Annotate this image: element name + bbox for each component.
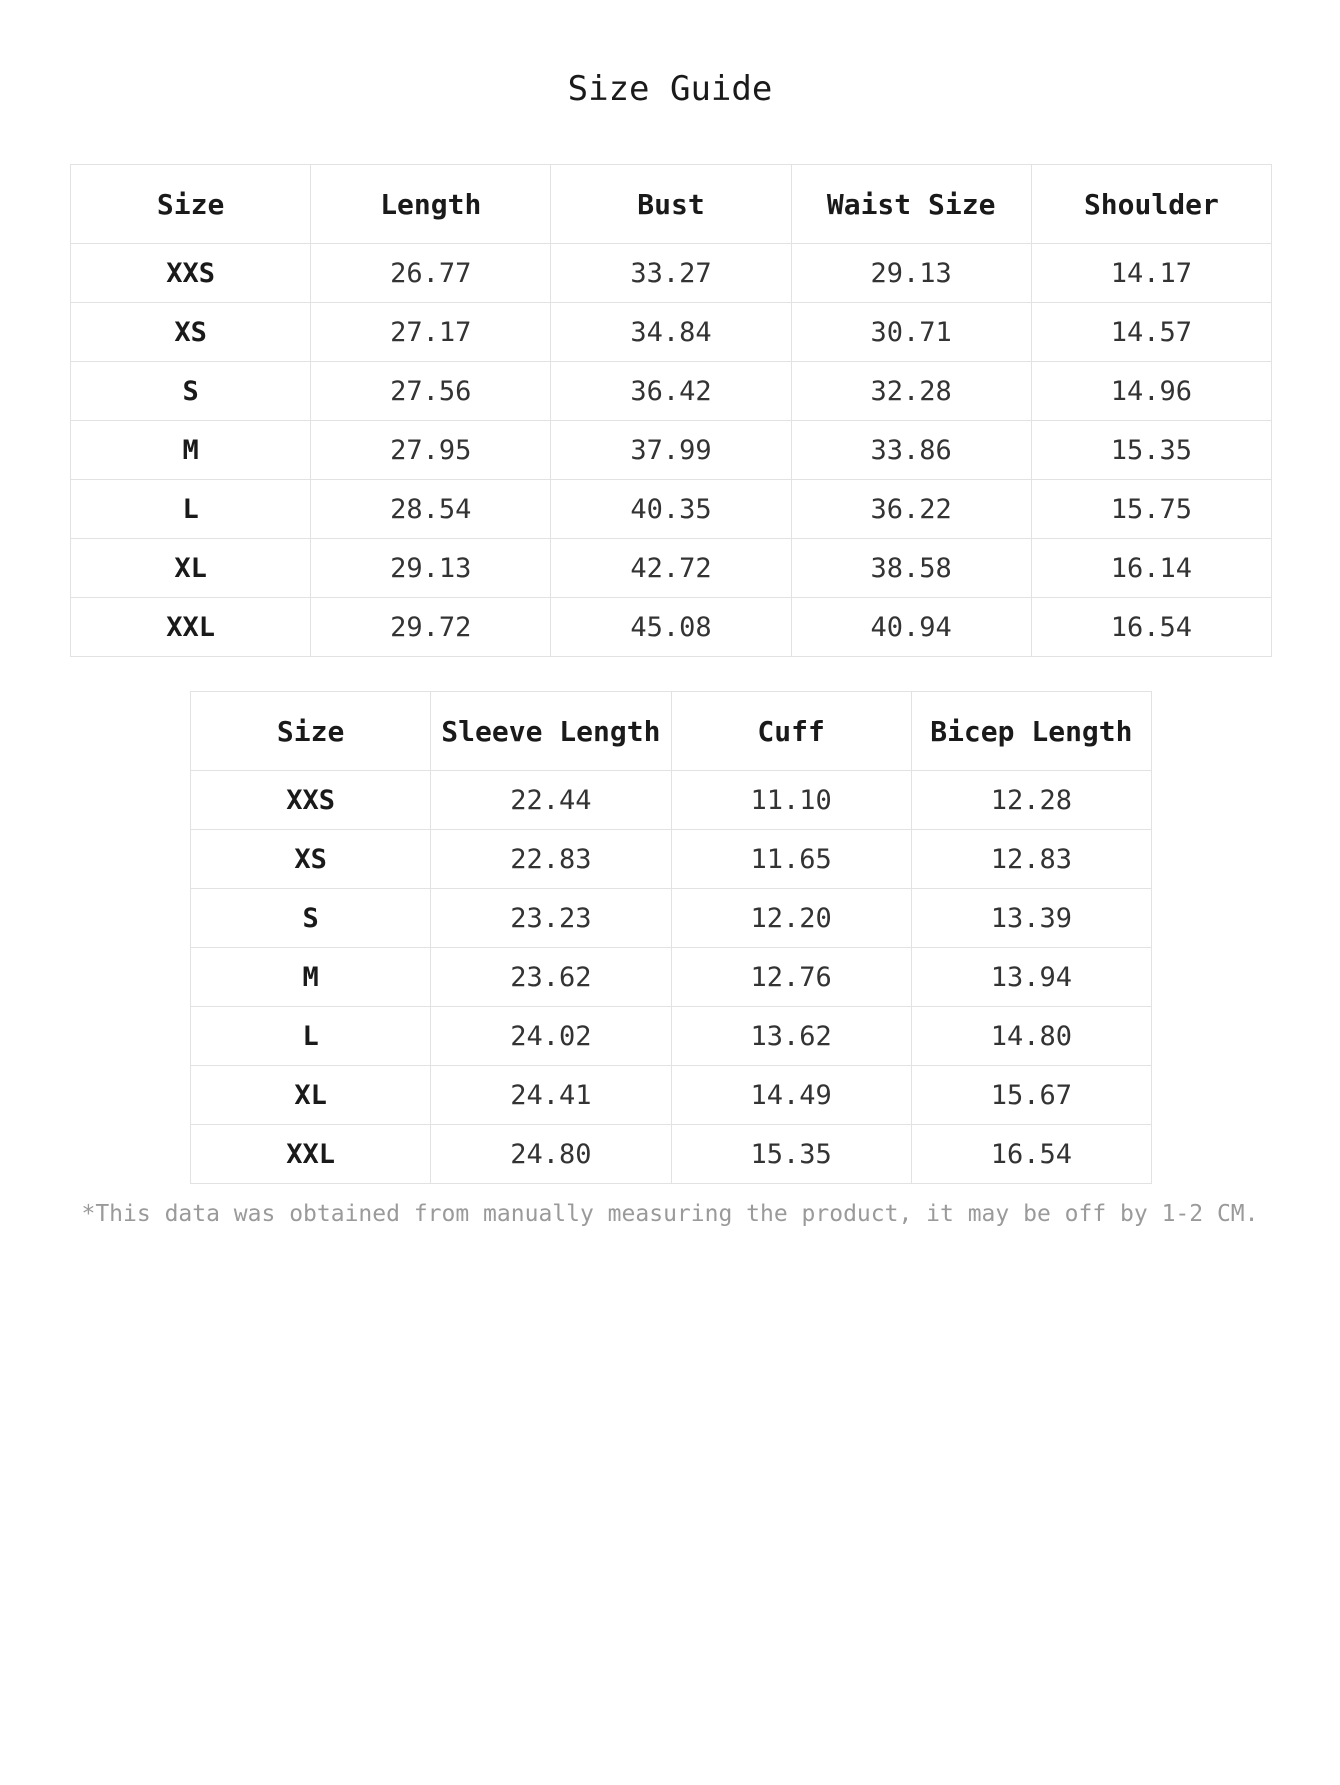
bicep-length-cell: 16.54: [911, 1125, 1151, 1184]
column-header-cuff: Cuff: [671, 692, 911, 771]
table-row: [71, 303, 1272, 362]
column-header-bicep-length: Bicep Length: [911, 692, 1151, 771]
shoulder-cell: 15.35: [1031, 421, 1271, 480]
table-row: [71, 244, 1272, 303]
bust-cell: 36.42: [551, 362, 791, 421]
table-row: [191, 948, 1152, 1007]
cuff-cell: 13.62: [671, 1007, 911, 1066]
table-row: [191, 830, 1152, 889]
size-cell: XS: [71, 303, 311, 362]
size-table-body-measurements: [70, 164, 1272, 657]
bicep-length-cell: 12.83: [911, 830, 1151, 889]
table-header-row: [71, 165, 1272, 244]
size-cell: S: [191, 889, 431, 948]
bicep-length-cell: 13.94: [911, 948, 1151, 1007]
bicep-length-cell: 12.28: [911, 771, 1151, 830]
table-row: [71, 421, 1272, 480]
waist-size-cell: 32.28: [791, 362, 1031, 421]
size-cell: XXL: [191, 1125, 431, 1184]
column-header-shoulder: Shoulder: [1031, 165, 1271, 244]
size-cell: M: [191, 948, 431, 1007]
waist-size-cell: 36.22: [791, 480, 1031, 539]
waist-size-cell: 30.71: [791, 303, 1031, 362]
column-header-waist-size: Waist Size: [791, 165, 1031, 244]
shoulder-cell: 14.96: [1031, 362, 1271, 421]
length-cell: 26.77: [311, 244, 551, 303]
bust-cell: 33.27: [551, 244, 791, 303]
table-row: [191, 1066, 1152, 1125]
table-row: [71, 598, 1272, 657]
table-row: [191, 771, 1152, 830]
length-cell: 28.54: [311, 480, 551, 539]
size-cell: L: [191, 1007, 431, 1066]
measurement-disclaimer: *This data was obtained from manually measuring the product, it may be off by 1-2 CM.: [81, 1201, 1259, 1227]
column-header-sleeve-length: Sleeve Length: [431, 692, 671, 771]
shoulder-cell: 16.14: [1031, 539, 1271, 598]
cuff-cell: 12.76: [671, 948, 911, 1007]
column-header-bust: Bust: [551, 165, 791, 244]
sleeve-length-cell: 22.83: [431, 830, 671, 889]
shoulder-cell: 14.17: [1031, 244, 1271, 303]
length-cell: 29.13: [311, 539, 551, 598]
waist-size-cell: 38.58: [791, 539, 1031, 598]
table-row: [71, 480, 1272, 539]
sleeve-length-cell: 23.23: [431, 889, 671, 948]
table-row: [71, 539, 1272, 598]
length-cell: 27.17: [311, 303, 551, 362]
sleeve-length-cell: 24.80: [431, 1125, 671, 1184]
bust-cell: 45.08: [551, 598, 791, 657]
size-cell: XXS: [191, 771, 431, 830]
bust-cell: 37.99: [551, 421, 791, 480]
column-header-size: Size: [191, 692, 431, 771]
bust-cell: 34.84: [551, 303, 791, 362]
waist-size-cell: 40.94: [791, 598, 1031, 657]
bust-cell: 42.72: [551, 539, 791, 598]
size-cell: XL: [191, 1066, 431, 1125]
bicep-length-cell: 13.39: [911, 889, 1151, 948]
cuff-cell: 11.65: [671, 830, 911, 889]
sleeve-length-cell: 24.41: [431, 1066, 671, 1125]
cuff-cell: 15.35: [671, 1125, 911, 1184]
sleeve-length-cell: 23.62: [431, 948, 671, 1007]
shoulder-cell: 14.57: [1031, 303, 1271, 362]
size-cell: XXS: [71, 244, 311, 303]
table-row: [191, 889, 1152, 948]
length-cell: 27.56: [311, 362, 551, 421]
bust-cell: 40.35: [551, 480, 791, 539]
bicep-length-cell: 14.80: [911, 1007, 1151, 1066]
size-cell: S: [71, 362, 311, 421]
page-title: Size Guide: [567, 69, 773, 109]
sleeve-length-cell: 24.02: [431, 1007, 671, 1066]
table-row: [191, 1125, 1152, 1184]
table-header-row: [191, 692, 1152, 771]
length-cell: 27.95: [311, 421, 551, 480]
size-cell: XS: [191, 830, 431, 889]
column-header-length: Length: [311, 165, 551, 244]
cuff-cell: 11.10: [671, 771, 911, 830]
size-table-sleeve-measurements: [190, 691, 1152, 1184]
bicep-length-cell: 15.67: [911, 1066, 1151, 1125]
length-cell: 29.72: [311, 598, 551, 657]
size-cell: M: [71, 421, 311, 480]
size-cell: XL: [71, 539, 311, 598]
shoulder-cell: 16.54: [1031, 598, 1271, 657]
cuff-cell: 12.20: [671, 889, 911, 948]
shoulder-cell: 15.75: [1031, 480, 1271, 539]
cuff-cell: 14.49: [671, 1066, 911, 1125]
size-cell: L: [71, 480, 311, 539]
table-row: [191, 1007, 1152, 1066]
size-cell: XXL: [71, 598, 311, 657]
waist-size-cell: 29.13: [791, 244, 1031, 303]
sleeve-length-cell: 22.44: [431, 771, 671, 830]
table-row: [71, 362, 1272, 421]
waist-size-cell: 33.86: [791, 421, 1031, 480]
column-header-size: Size: [71, 165, 311, 244]
